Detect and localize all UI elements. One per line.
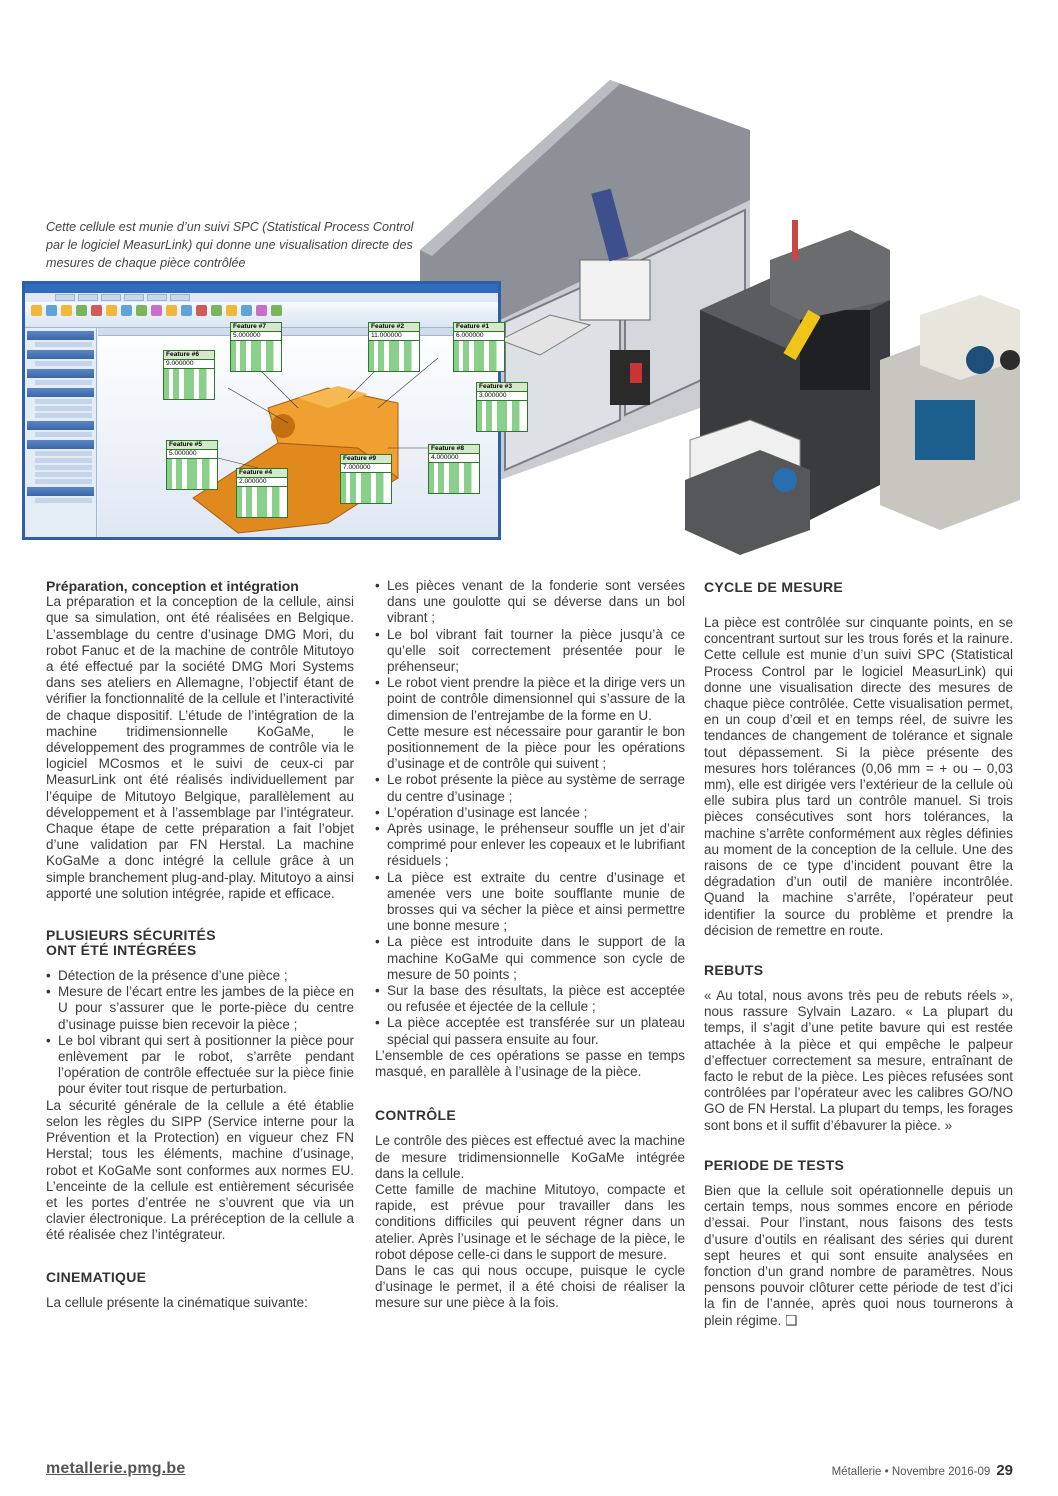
paragraph: La préparation et la conception de la cellule, ainsi que sa simulation, ont été réalisées en Belgique. L’assemblage du centre d’usinage DMG Mori, du robot Fanuc et de la machine de contrôle Mitutoyo a été effectué par la société DMG Mori Systems dans ses ateliers en Allemagne, l’objectif étant de vérifier la fonctionnalité de la cellule et l’interactivité de chaque dispositif. L’étude de l’intégration de la machine tridimensionnelle KoGaMe, le développement des programmes de contrôle via le logiciel MCosmos et le suivi de ceux-ci par MeasurLink ont été réalisés individuellement par l’équipe de Mitutoyo Belgique, parallèlement au développement et à l’assemblage par l’intégrateur. Chaque étape de cette préparation a fait l’objet d’une validation par FN Herstal. La machine KoGaMe a donc intégré la cellule grâce à un simple branchement plug-and-play. Mitutoyo a ainsi apporté une solution intégrée, rapide et efficace. xyxy=(46,594,354,901)
machining-cell-illustration xyxy=(420,60,1040,560)
navigation-panel xyxy=(25,328,97,537)
paragraph: Le contrôle des pièces est effectué avec la machine de mesure tridimensionnelle KoGaMe intégrée dans la cellule. xyxy=(375,1133,685,1181)
page-number: 29 xyxy=(996,1462,1013,1479)
measurlink-screenshot xyxy=(22,281,512,540)
end-mark-icon: ❑ xyxy=(785,1312,798,1328)
paragraph: La pièce est contrôlée sur cinquante points, en se concentrant surtout sur les trous forés et la rainure. Cette cellule est munie d’un suivi SPC (Statistical Process Control par le logiciel MeasurLink) qui donne une visualisation directe des mesures de chaque pièce contrôlée. Cette visualisation permet, en un coup d’œil et en temps réel, de suivre les tendances de changement de tolérance et signale tout dépassement. Si la pièce présente des mesures hors tolérances (0,06 mm = + ou – 0,03 mm), elle est dirigée vers l’extérieur de la cellule où elle subira plus tard un contrôle manuel. Si trois pièces consécutives sont hors tolérances, la machine s’arrête conformément aux règles définies au moment de la conception de la cellule. Une des raisons de ce type d’incident pouvant être la dégradation d’un outil de manière incontrôlée. Quand la machine s’arrête, l’opérateur peut identifier la source du problème et prendre la décision de remettre en route. xyxy=(704,615,1013,938)
list-item: • La pièce acceptée est transférée sur un plateau spécial qui passera ensuite au four. xyxy=(375,1015,685,1047)
ribbon-tabs xyxy=(25,293,498,302)
paragraph: « Au total, nous avons très peu de rebuts réels », nous rassure Sylvain Lazaro. « La plupart du temps, il s’agit d’une petite bavure qui est restée attachée à la pièce et qui empêche le palpeur d’effectuer correctement sa mesure, entraînant de facto le rebut de la pièce. Les pièces refusées sont contrôlées par l’opérateur avec les calibres GO/NO GO de FN Herstal. La plupart du temps, les forages sont bons et il suffit d’ébavurer la pièce. » xyxy=(704,988,1013,1133)
feature-card: Feature #2 11.000000 xyxy=(368,322,420,372)
feature-card: Feature #9 7.000000 xyxy=(340,454,392,504)
column-2 xyxy=(375,578,685,1312)
cinematique-list xyxy=(375,578,685,724)
securite-list xyxy=(46,968,354,1098)
list-item: • La pièce est introduite dans le support de la machine KoGaMe qui commence son cycle de mesure de 50 points ; xyxy=(375,934,685,983)
section-heading-preparation: Préparation, conception et intégration xyxy=(46,578,299,594)
feature-card: Feature #8 4.000000 xyxy=(428,444,480,494)
paragraph: Bien que la cellule soit opérationnelle depuis un certain temps, nous sommes encore en période d’essai. Pour l’instant, nous faisons des tests d’usure d’outils en réalisant des séries qui durent sept heures et qui sont ensuite analysées en fonction d’un grand nombre de paramètres. Nous pensons pouvoir clôturer cette période de test d’ici la fin de l’année, après quoi nous tournerons à plein régime. ❑ xyxy=(704,1182,1013,1328)
page-footer xyxy=(832,1462,1013,1479)
image-caption: Cette cellule est munie d’un suivi SPC (Statistical Process Control par le logiciel MeasurLink) qui donne une visualisation directe des mesures de chaque pièce contrôlée xyxy=(46,220,414,270)
list-item: • Après usinage, le préhenseur souffle un jet d’air comprimé pour enlever les copeaux et le lubrifiant résiduels ; xyxy=(375,821,685,870)
column-3 xyxy=(704,578,1013,1329)
feature-card: Feature #1 6.000000 xyxy=(453,322,505,372)
section-heading-controle: CONTRÔLE xyxy=(375,1107,456,1124)
paragraph: La sécurité générale de la cellule a été établie selon les règles du SIPP (Service interne pour la Prévention et la Protection) en vigueur chez FN Herstal; tous les éléments, machine d’usinage, robot et KoGaMe sont conformes aux normes EU. L’enceinte de la cellule est entièrement sécurisée et les portes d’entrée ne s’ouvrent que via un clavier électronique. La préréception de la cellule a été réalisée chez l’intégrateur. xyxy=(46,1097,354,1243)
list-item: • Le robot présente la pièce au système de serrage du centre d’usinage ; xyxy=(375,772,685,804)
paragraph: Dans le cas qui nous occupe, puisque le cycle d’usinage le permet, il a été choisi de réaliser la mesure sur une pièce à la fois. xyxy=(375,1262,685,1311)
list-item: • L’opération d’usinage est lancée ; xyxy=(375,805,685,821)
list-item: • Sur la base des résultats, la pièce est acceptée ou refusée et éjectée de la cellule ; xyxy=(375,983,685,1015)
section-heading-cycle: CYCLE DE MESURE xyxy=(704,579,844,595)
paragraph: L’ensemble de ces opérations se passe en temps masqué, en parallèle à l’usinage de la pièce. xyxy=(375,1047,685,1080)
section-heading-tests: PERIODE DE TESTS xyxy=(704,1156,845,1173)
list-item-continuation: Cette mesure est nécessaire pour garantir le bon positionnement de la pièce pour les opérations d’usinage et de contrôle qui suivent ; xyxy=(387,723,685,772)
list-item: • Mesure de l’écart entre les jambes de la pièce en U pour s’assurer que le porte-pièce du centre d’usinage puisse bien recevoir la pièce ; xyxy=(46,984,354,1033)
cinematique-list-continued xyxy=(375,772,685,1047)
list-item: • Les pièces venant de la fonderie sont versées dans une goulotte qui se déverse dans un bol vibrant ; xyxy=(375,578,685,627)
list-item: • La pièce est extraite du centre d’usinage et amenée vers une boite soufflante munie de brosses qui va sécher la pièce et ainsi permettre une bonne mesure ; xyxy=(375,870,685,935)
list-item: • Détection de la présence d’une pièce ; xyxy=(46,968,354,984)
part-model xyxy=(98,328,499,540)
paragraph: Cette famille de machine Mitutoyo, compacte et rapide, est prévue pour travailler dans les conditions difficiles qui peuvent régner dans un atelier. Après l’usinage et le séchage de la pièce, le robot dépose celle-ci dans le support de mesure. xyxy=(375,1181,685,1262)
section-heading-rebuts: REBUTS xyxy=(704,962,764,979)
column-1 xyxy=(46,578,354,1311)
feature-card: Feature #5 5.000000 xyxy=(166,440,218,490)
issue-label: Métallerie • Novembre 2016-09 xyxy=(831,1466,991,1478)
feature-card: Feature #7 5.000000 xyxy=(230,322,282,372)
list-item: • Le bol vibrant qui sert à positionner la pièce pour enlèvement par le robot, s’arrête pendant l’opération de contrôle effectuée sur la pièce finie pour éviter tout risque de perturbation. xyxy=(46,1033,354,1098)
list-item: • Le bol vibrant fait tourner la pièce jusqu’à ce qu’elle soit correctement présentée pour le préhenseur; xyxy=(375,627,685,676)
feature-card: Feature #4 2.000000 xyxy=(236,468,288,518)
section-heading-cinematique: CINEMATIQUE xyxy=(46,1268,147,1285)
section-heading-securites: PLUSIEURS SÉCURITÉS ONT ÉTÉ INTÉGRÉES xyxy=(46,927,216,959)
window-title-bar xyxy=(25,284,498,293)
feature-card: Feature #6 9.000000 xyxy=(163,350,215,400)
paragraph: La cellule présente la cinématique suivante: xyxy=(46,1294,308,1310)
list-item: • Le robot vient prendre la pièce et la dirige vers un point de contrôle dimensionnel qui s’assure de la dimension de l’entrejambe de la forme en U. xyxy=(375,675,685,724)
website-link[interactable]: metallerie.pmg.be xyxy=(46,1460,186,1477)
3d-view xyxy=(98,323,512,537)
feature-card: Feature #3 3.000000 xyxy=(476,382,528,432)
hero-illustration xyxy=(0,0,1058,575)
